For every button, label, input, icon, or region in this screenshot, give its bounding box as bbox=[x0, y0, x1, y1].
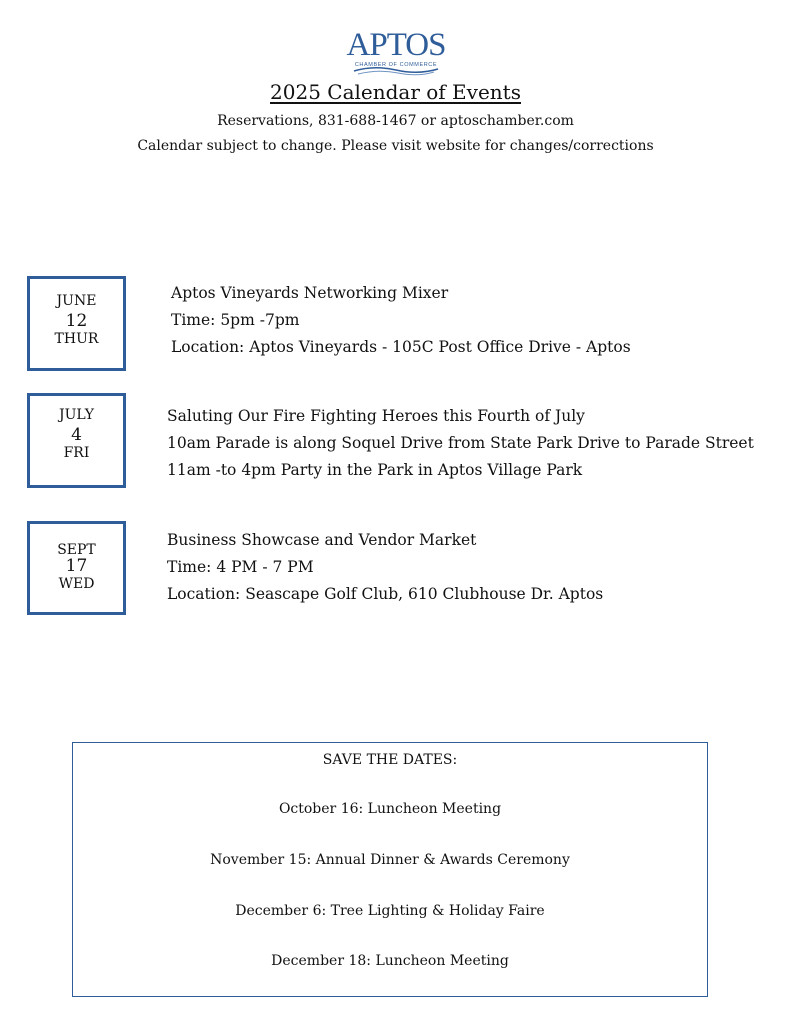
event-title: Aptos Vineyards Networking Mixer bbox=[171, 284, 449, 302]
weekday-label: THUR bbox=[54, 331, 99, 347]
day-number: 4 bbox=[71, 425, 82, 445]
month-label: JULY bbox=[58, 407, 95, 423]
event-details-july bbox=[167, 403, 754, 484]
page-title: 2025 Calendar of Events bbox=[270, 80, 521, 104]
contact-line: Reservations, 831-688-1467 or aptoschamber.com bbox=[217, 113, 574, 129]
aptos-logo bbox=[344, 28, 448, 76]
event-time: Time: 4 PM - 7 PM bbox=[167, 558, 314, 576]
event-time: 10am Parade is along Soquel Drive from State Park Drive to Parade Street bbox=[167, 434, 754, 452]
notice-line: Calendar subject to change. Please visit website for changes/corrections bbox=[137, 138, 654, 154]
event-details-sept bbox=[167, 527, 603, 608]
weekday-label: WED bbox=[58, 576, 95, 592]
event-location: 11am -to 4pm Party in the Park in Aptos Village Park bbox=[167, 461, 583, 479]
save-the-dates-box bbox=[72, 742, 708, 997]
event-location: Location: Aptos Vineyards - 105C Post Office Drive - Aptos bbox=[171, 338, 631, 356]
logo-subtitle: CHAMBER OF COMMERCE bbox=[354, 62, 438, 68]
save-date-item: December 18: Luncheon Meeting bbox=[271, 953, 509, 969]
day-number: 12 bbox=[65, 311, 88, 331]
save-the-dates-heading: SAVE THE DATES: bbox=[322, 752, 458, 768]
day-number: 17 bbox=[65, 556, 88, 576]
date-box-sept bbox=[27, 521, 126, 615]
month-label: SEPT bbox=[57, 542, 96, 558]
month-label: JUNE bbox=[56, 293, 97, 309]
event-details-june bbox=[171, 280, 631, 361]
event-location: Location: Seascape Golf Club, 610 Clubhouse Dr. Aptos bbox=[167, 585, 604, 603]
save-date-item: December 6: Tree Lighting & Holiday Faire bbox=[235, 903, 545, 919]
date-box-june bbox=[27, 276, 126, 371]
weekday-label: FRI bbox=[63, 445, 90, 461]
save-date-item: October 16: Luncheon Meeting bbox=[278, 801, 502, 817]
save-date-item: November 15: Annual Dinner & Awards Ceremony bbox=[210, 852, 570, 868]
event-title: Saluting Our Fire Fighting Heroes this Fourth of July bbox=[167, 407, 585, 425]
logo-wordmark: APTOS bbox=[346, 27, 446, 63]
date-box-july bbox=[27, 393, 126, 488]
event-title: Business Showcase and Vendor Market bbox=[167, 531, 477, 549]
wave-icon bbox=[344, 28, 448, 76]
event-time: Time: 5pm -7pm bbox=[171, 311, 300, 329]
